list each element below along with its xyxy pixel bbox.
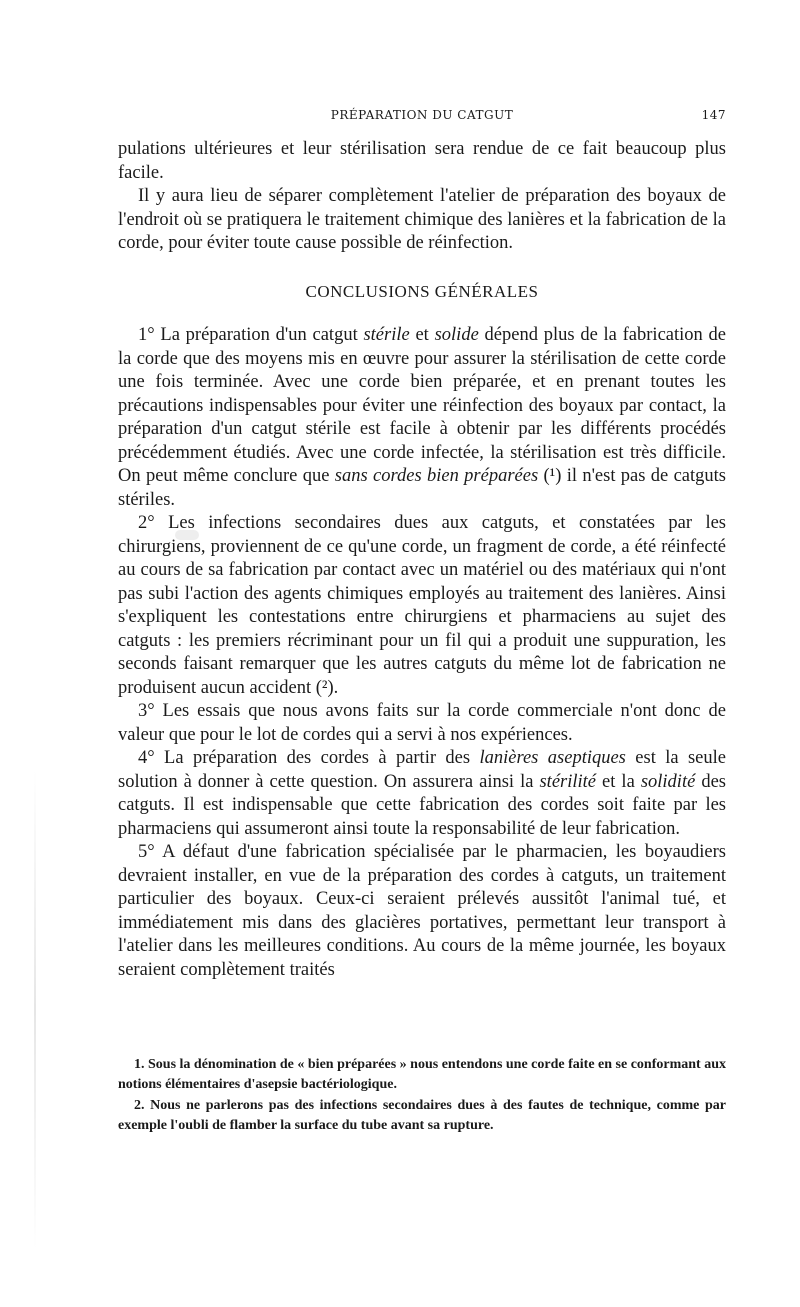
conclusion-4-text-e: et la <box>596 771 641 792</box>
conclusion-1-text-c: et <box>409 325 435 345</box>
running-title: PRÉPARATION DU CATGUT <box>330 108 514 122</box>
section-heading: CONCLUSIONS GÉNÉRALES <box>305 281 539 301</box>
conclusion-3: 3° Les essais que nous avons faits sur la corde commerciale n'ont donc de valeur que pour le lot de cordes qui a servi à nos expériences. <box>118 701 726 745</box>
footnote-2: 2. Nous ne parlerons pas des infections secondaires dues à des fautes de technique, comme par exemple l'oubli de flamber la surface du tube avant sa rupture. <box>118 1098 726 1133</box>
conclusion-4 <box>118 747 726 841</box>
conclusion-1-text-e: dépend plus de la fabrication de la corde que des moyens mis en œuvre pour assurer la stérilisation de cette corde une fois terminée. Avec une corde bien préparée, et en prenant toutes les précautions indispensables pour éviter une réinfection des boyaux par contact, la préparation d'un catgut stérile est facile à obtenir par les différents procédés précédemment étudiés. Avec une corde infectée, la stérilisation est très difficile. On peut même conclure que <box>118 325 726 486</box>
running-head <box>118 108 726 128</box>
scan-edge-shadow <box>34 770 36 1250</box>
paragraph-atelier: Il y aura lieu de séparer complètement l'atelier de préparation des boyaux de l'endroit où se pratiquera le traitement chimique des lanières et la fabrication de la corde, pour éviter toute cause possible de réinfection. <box>118 186 726 253</box>
conclusion-4-text-c: est la seule solution à donner à cette question. On assurera ainsi la <box>118 748 726 792</box>
conclusion-1-emphasis-sterile: stérile <box>363 325 410 345</box>
conclusion-4-text-a: 4° La préparation des cordes à partir des <box>138 748 480 768</box>
conclusion-4-text-g: des catguts. Il est indispensable que cette fabrication des cordes soit faite par les pharmaciens qui assumeront ainsi toute la responsabilité de leur fabrication. <box>118 771 727 839</box>
conclusion-1 <box>118 324 726 512</box>
conclusion-1-emphasis-cordes: sans cordes bien préparées <box>334 466 539 486</box>
conclusion-1-emphasis-solide: solide <box>434 325 479 345</box>
page-number: 147 <box>701 108 726 122</box>
conclusion-4-emphasis-lanieres: lanières aseptiques <box>479 748 626 768</box>
conclusion-1-text-g: (¹) il n'est pas de catguts stériles. <box>118 466 726 510</box>
conclusion-2: 2° Les infections secondaires dues aux catguts, et constatées par les chirurgiens, proviennent de ce qu'une corde, un fragment de corde, a été réinfecté au cours de sa fabrication par contact avec un matériel ou des matériaux qui n'ont pas subi l'action des agents chimiques employés au traitement des lanières. Ainsi s'expliquent les contestations entre chirurgiens et pharmaciens au sujet des catguts : les premiers récriminant pour un fil qui a produit une suppuration, les seconds faisant remarquer que les autres catguts du même lot de fabrication ne produisent aucun accident (²). <box>118 513 726 698</box>
conclusion-4-emphasis-sterilite: stérilité <box>539 771 597 792</box>
conclusion-5: 5° A défaut d'une fabrication spécialisée par le pharmacien, les boyaudiers devraient installer, en vue de la préparation des cordes à catguts, un traitement particulier des boyaux. Ceux-ci seraient prélevés aussitôt l'animal tué, et immédiatement mis dans des glacières portatives, permettant leur transport à l'atelier dans les meilleures conditions. Au cours de la même journée, les boyaux seraient complètement traités <box>118 842 726 980</box>
footnotes <box>118 1055 726 1137</box>
conclusion-1-text-a: 1° La préparation d'un catgut <box>138 325 364 345</box>
conclusion-4-emphasis-solidite: solidité <box>640 771 696 792</box>
footnote-1: 1. Sous la dénomination de « bien préparées » nous entendons une corde faite en se conformant aux notions élémentaires d'asepsie bactériologique. <box>118 1057 726 1092</box>
page-body <box>118 138 726 982</box>
paragraph-continuation: pulations ultérieures et leur stérilisation sera rendue de ce fait beaucoup plus facile. <box>118 139 726 183</box>
